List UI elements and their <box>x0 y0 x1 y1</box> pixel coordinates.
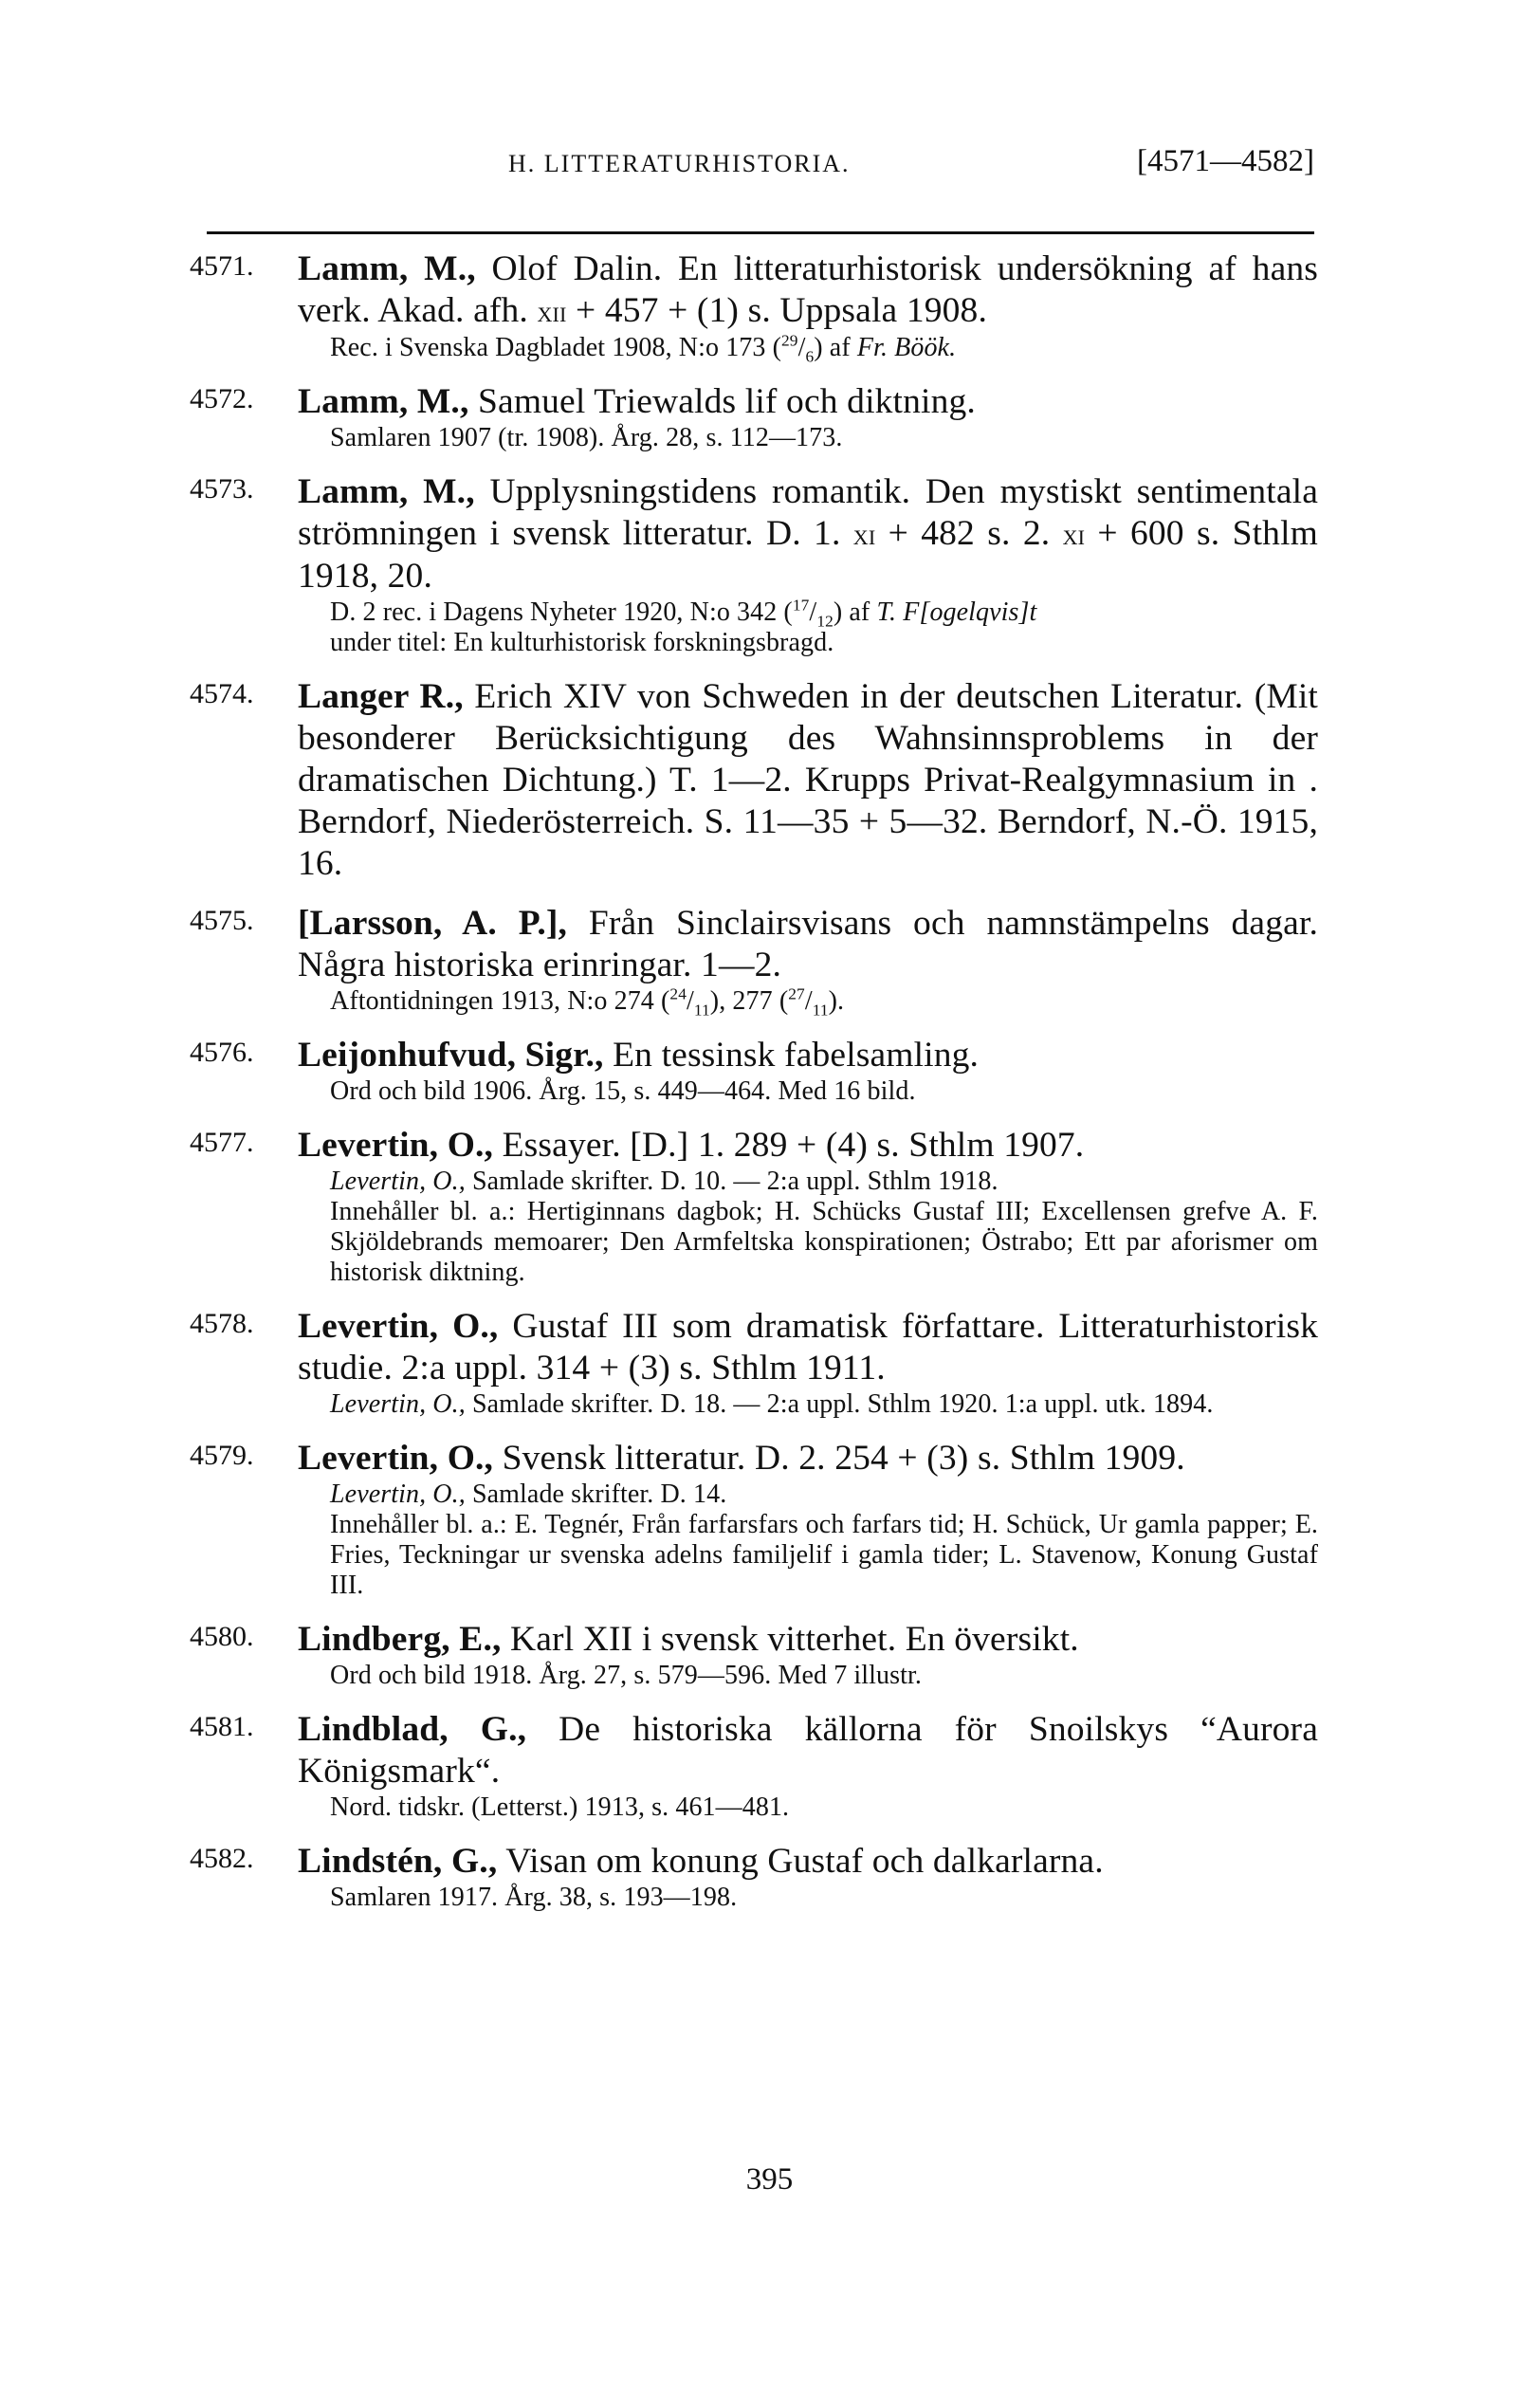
entry-note <box>298 331 1318 366</box>
roman-numeral: xii <box>537 296 567 328</box>
entry-number: 4571. <box>190 250 254 282</box>
entry-citation <box>298 1619 1318 1661</box>
entry-author: Levertin, O., <box>298 1126 494 1165</box>
entry-author: Lamm, M., <box>298 472 475 511</box>
note-text: Rec. i Svenska Dagbladet 1908, N:o 173 ( <box>330 333 782 362</box>
entry-pages: + 457 + (1) s. Uppsala 1908. <box>576 291 987 330</box>
bibliography-entry <box>190 1125 1318 1288</box>
entry-number: 4575. <box>190 905 254 936</box>
roman-numeral: xi <box>1062 519 1086 551</box>
entry-title: Från Sinclairsvisans och namnstämpelns dagar. Några historiska erinringar. 1—2. <box>298 904 1319 984</box>
bibliography-entry <box>190 1619 1318 1691</box>
entry-number: 4578. <box>190 1308 254 1339</box>
entry-number: 4574. <box>190 678 254 709</box>
note-series-author: Levertin, O., <box>330 1167 466 1196</box>
entry-number: 4572. <box>190 383 254 414</box>
entry-range: [4571—4582] <box>1137 144 1314 178</box>
entry-title: Visan om konung Gustaf och dalkarlarna. <box>505 1842 1104 1881</box>
entry-author: Lamm, M., <box>298 249 476 288</box>
note-reviewer: T. F[ogelqvis]t <box>876 597 1037 627</box>
note-series-author: Levertin, O., <box>330 1389 466 1419</box>
entry-number: 4573. <box>190 473 254 505</box>
entry-note: Ord och bild 1906. Årg. 15, s. 449—464. Med 16 bild. <box>330 1076 916 1106</box>
entry-author: Leijonhufvud, Sigr., <box>298 1036 604 1075</box>
date-separator: / <box>809 597 817 627</box>
entry-title: Olof Dalin. En litteraturhistorisk undersökning af hans verk. Akad. afh. <box>298 249 1319 330</box>
entry-author: Lindblad, G., <box>298 1710 527 1749</box>
note-text: Samlade skrifter. D. 10. — 2:a uppl. Sthlm 1918. <box>471 1167 999 1196</box>
bibliography-list <box>190 248 1318 1931</box>
entry-title: Gustaf III som dramatisk författare. Litteraturhistorisk studie. 2:a uppl. 314 + (3) s. Sthlm 1911. <box>298 1307 1318 1388</box>
date-day: 27 <box>788 984 805 1003</box>
entry-pages: + 482 s. 2. <box>888 514 1051 553</box>
note-text: Samlade skrifter. D. 14. <box>471 1480 727 1509</box>
entry-note: Ord och bild 1918. Årg. 27, s. 579—596. Med 7 illustr. <box>330 1661 922 1690</box>
entry-number: 4580. <box>190 1621 254 1652</box>
note-reviewer: Fr. Böök. <box>856 333 957 362</box>
page-number: 395 <box>745 2162 794 2197</box>
entry-number: 4579. <box>190 1440 254 1471</box>
note-text: Samlade skrifter. D. 18. — 2:a uppl. Sthlm 1920. 1:a uppl. utk. 1894. <box>471 1389 1214 1419</box>
entry-title: En tessinsk fabelsamling. <box>613 1036 980 1075</box>
entry-author: Lindstén, G., <box>298 1842 498 1881</box>
date-day: 29 <box>781 331 798 350</box>
bibliography-entry <box>190 1306 1318 1420</box>
bibliography-entry <box>190 1035 1318 1107</box>
note-text: ). <box>828 986 845 1016</box>
entry-note <box>298 1389 1318 1420</box>
entry-title: Upplysningstidens romantik. Den mystiskt sentimentala strömningen i svensk litteratur. D. 1. <box>298 472 1319 553</box>
entry-citation <box>298 903 1318 986</box>
entry-imprint: + 600 s. Sthlm 1918, 20. <box>298 514 1318 596</box>
entry-number: 4576. <box>190 1037 254 1068</box>
note-text: ) af <box>814 333 857 362</box>
bibliography-entry <box>190 903 1319 1020</box>
date-month: 11 <box>812 1001 829 1020</box>
header-rule <box>207 231 1314 234</box>
note-text: under titel: En kulturhistorisk forskningsbragd. <box>330 628 834 657</box>
entry-citation <box>298 248 1318 333</box>
entry-citation <box>298 1841 1318 1883</box>
entry-citation <box>298 1709 1318 1792</box>
entry-title: Karl XII i svensk vitterhet. En översikt. <box>510 1620 1079 1659</box>
note-text: ) af <box>833 597 877 627</box>
bibliography-entry <box>190 1438 1318 1601</box>
note-series-author: Levertin, O., <box>330 1480 466 1509</box>
bibliography-entry <box>190 1709 1318 1823</box>
date-separator: / <box>686 986 694 1016</box>
note-text: Aftontidningen 1913, N:o 274 ( <box>330 986 670 1016</box>
entry-title: De historiska källorna för Snoilskys “Aurora Königsmark“. <box>298 1710 1318 1791</box>
entry-note: Samlaren 1907 (tr. 1908). Årg. 28, s. 112—173. <box>330 423 843 452</box>
entry-citation <box>298 381 1318 423</box>
entry-citation <box>298 471 1318 597</box>
entry-author: Lindberg, E., <box>298 1620 502 1659</box>
entry-author: [Larsson, A. P.], <box>298 904 568 943</box>
entry-number: 4582. <box>190 1843 254 1874</box>
date-month: 6 <box>805 347 815 366</box>
entry-note: Samlaren 1917. Årg. 38, s. 193—198. <box>330 1883 738 1912</box>
note-contents: Innehåller bl. a.: E. Tegnér, Från farfarsfars och farfars tid; H. Schück, Ur gamla papper; E. Fries, Teckningar ur svenska adelns familjelif i gamla tider; L. Stavenow, Konung Gustaf III. <box>330 1510 1318 1600</box>
entry-number: 4581. <box>190 1711 254 1742</box>
entry-title: Samuel Triewalds lif och diktning. <box>478 382 976 421</box>
date-separator: / <box>797 333 806 362</box>
entry-note <box>298 984 1318 1020</box>
note-text: D. 2 rec. i Dagens Nyheter 1920, N:o 342 ( <box>330 597 793 627</box>
date-day: 24 <box>669 984 687 1003</box>
entry-citation <box>298 676 1318 885</box>
entry-author: Levertin, O., <box>298 1307 499 1346</box>
entry-citation <box>298 1306 1318 1389</box>
date-month: 12 <box>816 612 834 631</box>
bibliography-entry <box>190 471 1318 658</box>
bibliography-entry <box>190 248 1319 366</box>
date-separator: / <box>804 986 813 1016</box>
entry-author: Levertin, O., <box>298 1439 494 1478</box>
entry-note <box>298 1480 1318 1601</box>
section-title: H. LITTERATURHISTORIA. <box>508 150 851 177</box>
entry-author: Lamm, M., <box>298 382 469 421</box>
bibliography-entry <box>190 1841 1318 1913</box>
entry-note <box>298 597 1318 658</box>
entry-citation <box>298 1035 1318 1076</box>
entry-author: Langer R., <box>298 677 464 716</box>
date-day: 17 <box>792 596 810 615</box>
note-contents: Innehåller bl. a.: Hertiginnans dagbok; H. Schücks Gustaf III; Excellensen grefve A. F. Skjöldebrands memoarer; Den Armfeltska konspirationen; Östrabo; Ett par aforismer om historisk diktning. <box>330 1197 1318 1287</box>
roman-numeral: xi <box>852 519 876 551</box>
bibliography-entry <box>190 381 1318 453</box>
entry-note <box>298 1167 1318 1288</box>
entry-number: 4577. <box>190 1127 254 1158</box>
entry-citation <box>298 1438 1318 1480</box>
entry-note: Nord. tidskr. (Letterst.) 1913, s. 461—481. <box>330 1792 790 1822</box>
bibliography-entry <box>190 676 1318 885</box>
entry-title: Erich XIV von Schweden in der deutschen Literatur. (Mit besonderer Berücksichtigung des Wahnsinnsproblems in der dramatischen Dichtung.) T. 1—2. Krupps Privat-Realgymnasium in . Berndorf, Niederösterreich. S. 11—35 + 5—32. Berndorf, N.-Ö. 1915, 16. <box>298 677 1319 883</box>
entry-title: Svensk litteratur. D. 2. 254 + (3) s. Sthlm 1909. <box>502 1439 1185 1478</box>
running-head <box>207 144 1314 201</box>
note-text: ), 277 ( <box>709 986 789 1016</box>
entry-citation <box>298 1125 1318 1167</box>
date-month: 11 <box>693 1001 710 1020</box>
entry-title: Essayer. [D.] 1. 289 + (4) s. Sthlm 1907. <box>502 1126 1085 1165</box>
